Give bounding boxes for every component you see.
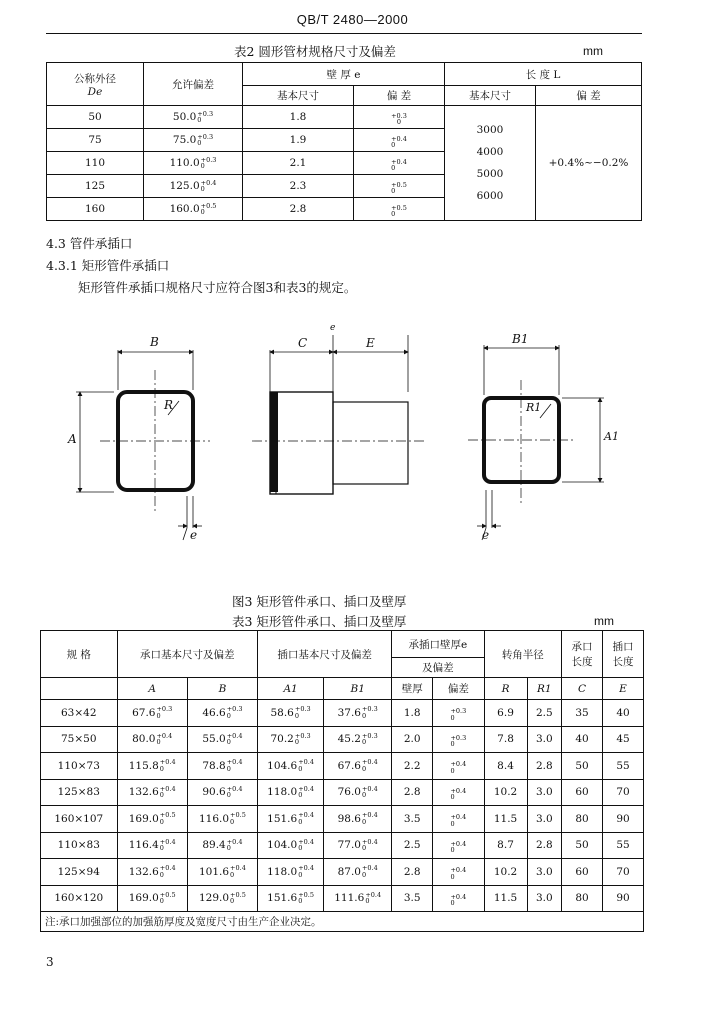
table2-head-wall: 壁 厚 e <box>243 63 445 86</box>
table2-head-dev: 偏 差 <box>354 86 445 106</box>
table-row: 160 160.0 +0.5 0 2.8 +0.5 0 <box>47 198 642 221</box>
fig-label-e-cap: E <box>366 336 375 350</box>
figure3-caption: 图3 矩形管件承口、插口及壁厚 <box>232 594 407 609</box>
table2-head-nominal: 公称外径 De <box>47 63 144 106</box>
table3-head-socket-len: 承口 长度 <box>562 631 603 678</box>
table2-unit: mm <box>583 44 603 58</box>
section-paragraph: 矩形管件承插口规格尺寸应符合图3和表3的规定。 <box>78 280 357 295</box>
table3-unit: mm <box>594 614 614 628</box>
table2-head-dev-2: 偏 差 <box>536 86 642 106</box>
socket-view <box>76 350 210 540</box>
standard-number: QB/T 2480—2000 <box>296 12 409 27</box>
table2-head-allow: 允许偏差 <box>144 63 243 106</box>
fig-label-r: R <box>164 398 174 412</box>
header-rule <box>46 33 642 34</box>
table-row: 110 110.0 +0.3 0 2.1 +0.4 0 <box>47 152 642 175</box>
fig-label-c: C <box>298 336 308 350</box>
table-row: 63×42 67.6 +0.3 0 46.6 +0.3 0 58.6 +0.3 0 37.6 +0.3 0 1.8 +0.3 0 6.9 2.5 35 40 <box>41 700 644 727</box>
table-row: 125×83 132.6 +0.4 0 90.6 +0.4 0 118.0 +0.4 0 76.0 +0.4 0 2.8 +0.4 0 10.2 3.0 60 70 <box>41 779 644 806</box>
table-row: 75 75.0 +0.3 0 1.9 +0.4 0 <box>47 129 642 152</box>
table-row: 160×120 169.0 +0.5 0 129.0 +0.5 0 151.6 +0.5 0 111.6 +0.4 0 3.5 +0.4 0 11.5 3.0 80 90 <box>41 885 644 912</box>
page-number: 3 <box>46 955 54 969</box>
table2-caption: 表2 圆形管材规格尺寸及偏差 <box>234 44 396 59</box>
fig-label-e-right: e <box>482 528 490 542</box>
table3-head-spec: 规 格 <box>41 631 118 678</box>
table2-head-length: 长 度 L <box>445 63 642 86</box>
fig-label-e-mid: e <box>330 323 336 333</box>
fig-label-b1: B1 <box>512 332 529 346</box>
table3-note: 注:承口加强部位的加强筋厚度及宽度尺寸由生产企业决定。 <box>41 912 644 932</box>
side-view <box>252 335 425 494</box>
table3-caption: 表3 矩形管件承口、插口及壁厚 <box>232 614 407 629</box>
table2-length-dev: +0.4%~−0.2% <box>536 106 642 221</box>
table-row: 110×83 116.4 +0.4 0 89.4 +0.4 0 104.0 +0.4 0 77.0 +0.4 0 2.5 +0.4 0 8.7 2.8 50 55 <box>41 832 644 859</box>
figure3-drawing <box>0 300 705 560</box>
table3-head-wall-2: 及偏差 <box>392 658 484 678</box>
fig-label-a1: A1 <box>604 430 619 443</box>
table-row: 50 50.0 +0.3 0 1.8 +0.3 0 3000 4000 5000 6000 +0.4%~−0.2% <box>47 106 642 129</box>
spigot-view <box>468 345 604 540</box>
table-row: 75×50 80.0 +0.4 0 55.0 +0.4 0 70.2 +0.3 0 45.2 +0.3 0 2.0 +0.3 0 7.8 3.0 40 45 <box>41 726 644 753</box>
table-row: 160×107 169.0 +0.5 0 116.0 +0.5 0 151.6 +0.4 0 98.6 +0.4 0 3.5 +0.4 0 11.5 3.0 80 90 <box>41 806 644 833</box>
table-row: 125 125.0 +0.4 0 2.3 +0.5 0 <box>47 175 642 198</box>
table2-head-basic-2: 基本尺寸 <box>445 86 536 106</box>
fig-label-a: A <box>68 432 77 446</box>
table3-head-spigot-len: 插口 长度 <box>603 631 644 678</box>
section-4-3-1: 4.3.1 矩形管件承插口 <box>46 258 170 273</box>
table3-head-wall: 承插口壁厚e <box>392 631 484 658</box>
table2-head-basic: 基本尺寸 <box>243 86 354 106</box>
table3-head-socket: 承口基本尺寸及偏差 <box>117 631 258 678</box>
fig-label-r1: R1 <box>526 401 542 414</box>
table-row: 110×73 115.8 +0.4 0 78.8 +0.4 0 104.6 +0.4 0 67.6 +0.4 0 2.2 +0.4 0 8.4 2.8 50 55 <box>41 753 644 780</box>
table-row: 125×94 132.6 +0.4 0 101.6 +0.4 0 118.0 +0.4 0 87.0 +0.4 0 2.8 +0.4 0 10.2 3.0 60 70 <box>41 859 644 886</box>
table3-head-spigot: 插口基本尺寸及偏差 <box>258 631 392 678</box>
table2 <box>46 62 642 221</box>
section-4-3: 4.3 管件承插口 <box>46 236 133 251</box>
table3-head-radius: 转角半径 <box>484 631 562 678</box>
fig-label-b: B <box>150 335 159 349</box>
table2-lengths: 3000 4000 5000 6000 <box>445 106 536 221</box>
table3: 规 格 承口基本尺寸及偏差 插口基本尺寸及偏差 承插口壁厚e 转角半径 承口 长度 插口 长度 及偏差 A B A1 B1 壁厚 偏差 R R1 C E 63×42 67.6 +0.3 0 46.6 +0.3 0 58.6 +0.3 0 37.6 +0.3 0 1.8 +0.3 0 6.9 2.5 35 40 75×50 80.0 +0.4 0 55.0 +0.4 0 70.2 +0.3 0 45.2 +0.3 0 2.0 +0.3 0 7.8 3.0 40 45 110×73 115.8 +0.4 0 78.8 +0.4 0 104.6 +0.4 0 67.6 +0.4 0 2.2 +0.4 0 8.4 2.8 50 55 125×83 132.6 +0.4 0 90.6 +0.4 0 118.0 +0.4 0 76.0 +0.4 0 2.8 +0.4 0 10.2 3.0 60 70 160×107 169.0 +0.5 0 116.0 +0.5 0 151.6 +0.4 0 98.6 +0.4 0 3.5 +0.4 0 11.5 3.0 80 90 110×83 116.4 +0.4 0 89.4 +0.4 0 104.0 +0.4 0 77.0 +0.4 0 2.5 +0.4 0 8.7 2.8 50 55 125×94 132.6 +0.4 0 101.6 +0.4 0 118.0 +0.4 0 87.0 +0.4 0 2.8 +0.4 0 10.2 3.0 60 70 160×120 169.0 +0.5 0 129.0 +0.5 0 151.6 +0.5 0 111.6 +0.4 0 3.5 +0.4 0 11.5 3.0 80 90 注:承口加强部位的加强筋厚度及宽度尺寸由生产企业决定。 <box>40 630 644 932</box>
fig-label-e-left: e <box>190 528 198 542</box>
